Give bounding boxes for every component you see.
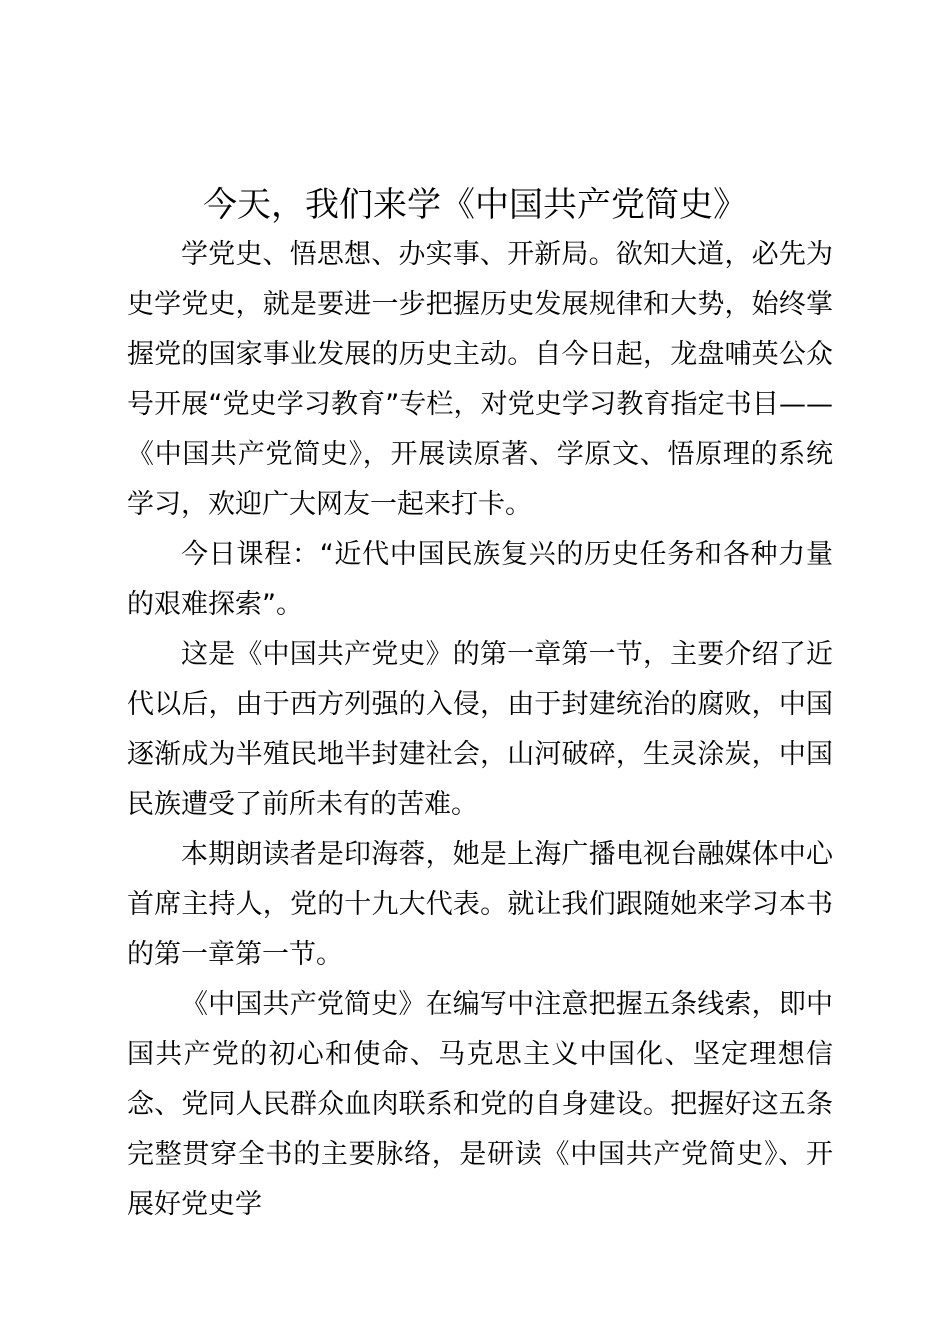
paragraph-today-course: 今日课程：“近代中国民族复兴的历史任务和各种力量的艰难探索”。 [127,539,833,620]
paragraph-intro: 学党史、悟思想、办实事、开新局。欲知大道，必先为史学党史，就是要进一步把握历史发展规律和大势，始终掌握党的国家事业发展的历史主动。自今日起，龙盘哺英公众号开展“党史学习教育”专栏，对党史学习教育指定书目——《中国共产党简史》，开展读原著、学原文、悟原理的系统学习，欢迎广大网友一起来打卡。 [127,239,833,520]
paragraph-reader: 本期朗读者是印海蓉，她是上海广播电视台融媒体中心首席主持人，党的十九大代表。就让我们跟随她来学习本书的第一章第一节。 [127,839,833,970]
document-title: 今天，我们来学《中国共产党简史》 [203,185,747,225]
paragraph-chapter-summary: 这是《中国共产党史》的第一章第一节，主要介绍了近代以后，由于西方列强的入侵，由于封建统治的腐败，中国逐渐成为半殖民地半封建社会，山河破碎，生灵涂炭，中国民族遭受了前所未有的苦难。 [127,639,833,820]
document-body [127,230,833,1230]
paragraph-five-threads: 《中国共产党简史》在编写中注意把握五条线索，即中国共产党的初心和使命、马克思主义中国化、坚定理想信念、党同人民群众血肉联系和党的自身建设。把握好这五条完整贯穿全书的主要脉络，是研读《中国共产党简史》、开展好党史学 [127,989,833,1220]
